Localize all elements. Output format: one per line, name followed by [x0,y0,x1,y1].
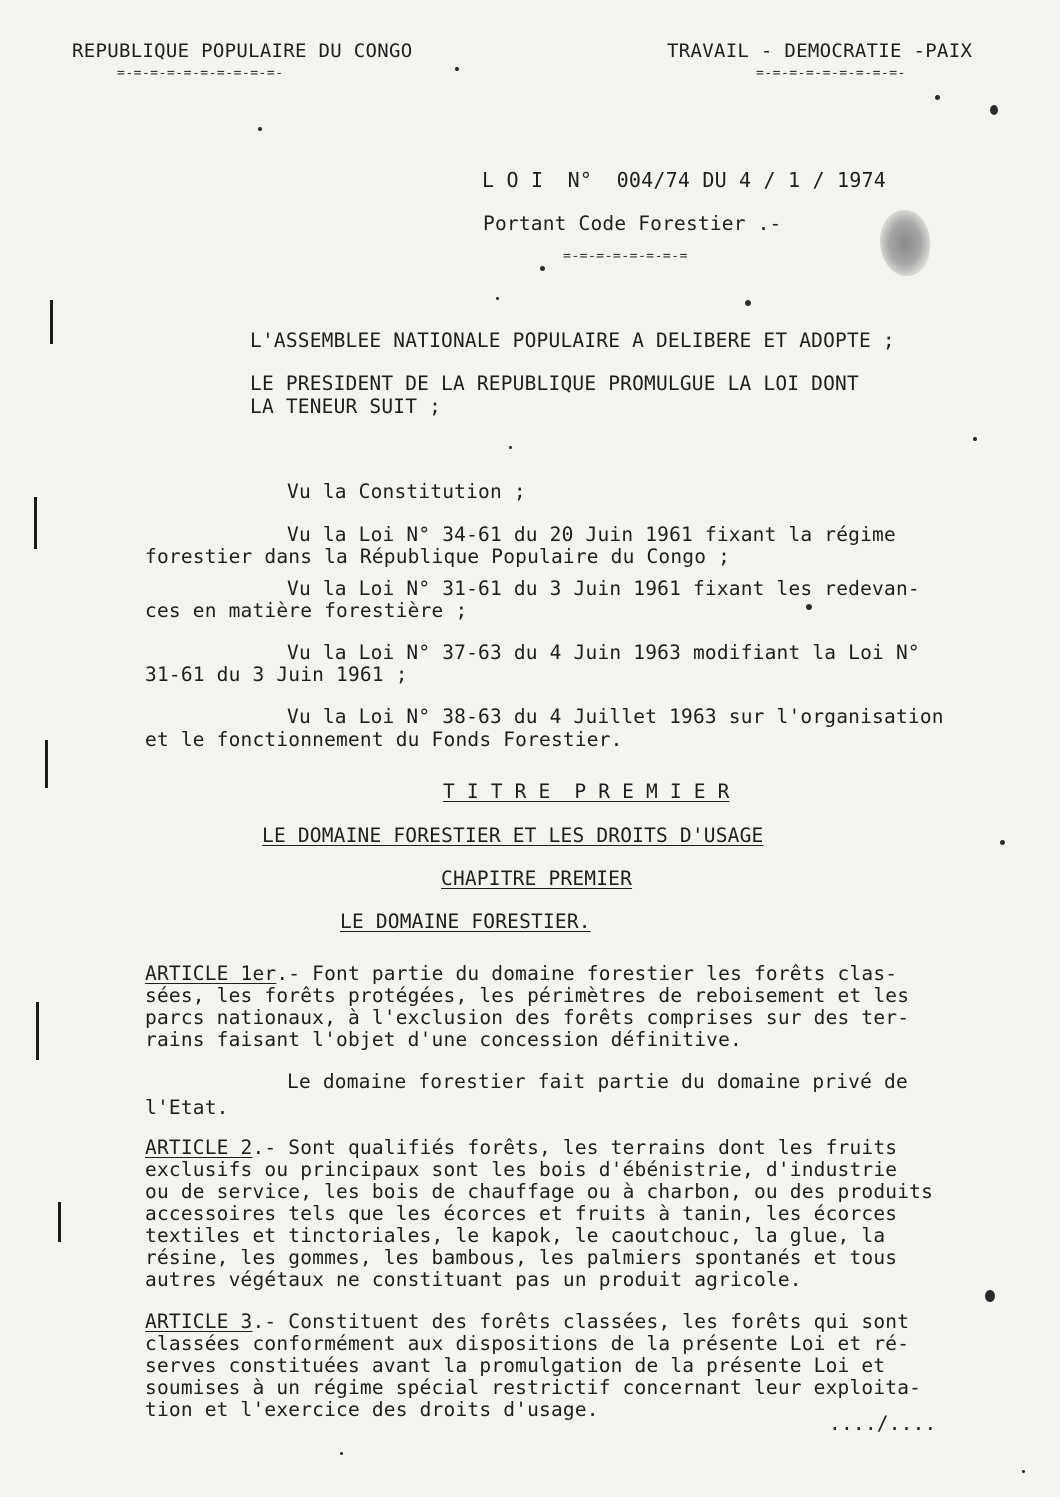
visa-loi-37-63-line-2: 31-61 du 3 Juin 1961 ; [145,663,408,686]
visa-constitution: Vu la Constitution ; [287,480,526,503]
speck [258,127,262,131]
margin-mark [58,1202,61,1242]
visa-loi-34-61-line-2: forestier dans la République Populaire du Congo ; [145,545,731,568]
motto-header-rule: =-=-=-=-=-=-=-=-=- [756,66,906,81]
motto-header: TRAVAIL - DEMOCRATIE -PAIX [667,40,973,62]
speck [745,300,751,306]
article-2-line-5: textiles et tinctoriales, le kapok, le caoutchouc, la glue, la [145,1224,886,1247]
speck [935,95,940,100]
article-3-line-2: classées conformément aux dispositions de la présente Loi et ré- [145,1332,910,1355]
speck [985,1290,995,1302]
article-2-line-6: résine, les gommes, les bambous, les palmiers spontanés et tous [145,1246,898,1269]
speck [540,266,545,271]
article-3-line-1: ARTICLE 3.- Constituent des forêts classées, les forêts qui sont [145,1310,910,1333]
visa-loi-37-63-line-1: Vu la Loi N° 37-63 du 4 Juin 1963 modifiant la Loi N° [287,641,920,664]
article-1-line-4: rains faisant l'objet d'une concession définitive. [145,1028,742,1051]
speck [496,297,499,300]
article-3-line-4: soumises à un régime spécial restrictif concernant leur exploita- [145,1376,922,1399]
margin-mark [45,740,48,788]
promulgation-line-1: LE PRESIDENT DE LA REPUBLIQUE PROMULGUE LA LOI DONT [250,372,859,395]
visa-loi-31-61-line-1: Vu la Loi N° 31-61 du 3 Juin 1961 fixant les redevan- [287,577,920,600]
article-1-para-2-line-2: l'Etat. [145,1096,229,1119]
speck [1000,840,1005,845]
law-title: L O I N° 004/74 DU 4 / 1 / 1974 [482,168,886,192]
margin-mark [34,497,37,549]
republic-header: REPUBLIQUE POPULAIRE DU CONGO [72,40,413,62]
margin-mark [50,300,53,344]
article-3-line-3: serves constituées avant la promulgation de la présente Loi et [145,1354,886,1377]
speck [806,604,812,610]
article-3-label: ARTICLE 3 [145,1310,253,1333]
article-3-line-5: tion et l'exercice des droits d'usage. [145,1398,599,1421]
promulgation-line-2: LA TENEUR SUIT ; [250,395,442,418]
visa-loi-38-63-line-1: Vu la Loi N° 38-63 du 4 Juillet 1963 sur l'organisation [287,705,944,728]
article-2-label: ARTICLE 2 [145,1136,253,1159]
article-2-line-1: ARTICLE 2.- Sont qualifiés forêts, les terrains dont les fruits [145,1136,898,1159]
speck [1022,1470,1025,1473]
margin-mark [36,1002,39,1060]
visa-loi-31-61-line-2: ces en matière forestière ; [145,599,468,622]
chapitre-title: LE DOMAINE FORESTIER. [340,910,591,933]
speck [340,1452,343,1455]
article-1-line-1: ARTICLE 1er.- Font partie du domaine forestier les forêts clas- [145,962,898,985]
speck [973,437,977,441]
seal-stamp [880,210,930,276]
page-continuation-marker: ..../.... [829,1412,937,1435]
republic-header-rule: =-=-=-=-=-=-=-=-=-=- [117,66,284,81]
assembly-adoption: L'ASSEMBLEE NATIONALE POPULAIRE A DELIBERE ET ADOPTE ; [250,329,895,352]
visa-loi-34-61-line-1: Vu la Loi N° 34-61 du 20 Juin 1961 fixant la régime [287,523,896,546]
article-1-label: ARTICLE 1er [145,962,277,985]
speck [509,446,512,449]
visa-loi-38-63-line-2: et le fonctionnement du Fonds Forestier. [145,728,623,751]
article-2-line-2: exclusifs ou principaux sont les bois d'ébénistrie, d'industrie [145,1158,898,1181]
speck [990,105,998,115]
speck [455,67,459,71]
article-2-line-3: ou de service, les bois de chauffage ou à charbon, ou des produits [145,1180,934,1203]
law-subtitle: Portant Code Forestier .- [483,212,782,235]
article-2-line-4: accessoires tels que les écorces et fruits à tanin, les écorces [145,1202,898,1225]
titre-subheading: LE DOMAINE FORESTIER ET LES DROITS D'USAGE [262,824,764,847]
article-1-line-2: sées, les forêts protégées, les périmètres de reboisement et les [145,984,910,1007]
article-1-line-3: parcs nationaux, à l'exclusion des forêts comprises sur des ter- [145,1006,910,1029]
article-2-line-7: autres végétaux ne constituant pas un produit agricole. [145,1268,802,1291]
chapitre-heading: CHAPITRE PREMIER [441,867,633,890]
law-title-rule: =-=-=-=-=-=-=-= [563,249,688,264]
titre-heading: T I T R E P R E M I E R [443,780,730,803]
article-1-para-2-line-1: Le domaine forestier fait partie du domaine privé de [287,1070,908,1093]
